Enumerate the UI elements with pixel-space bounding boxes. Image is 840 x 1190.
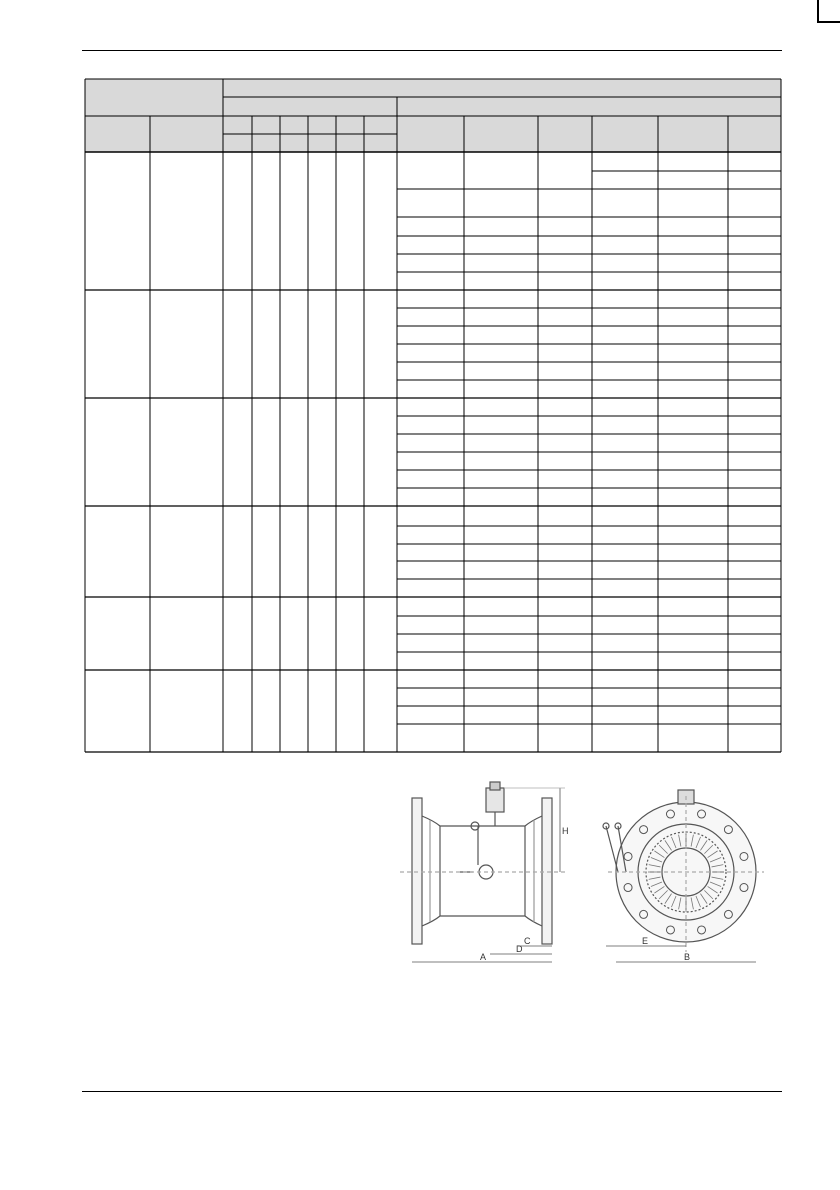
dim-label-e: E	[642, 936, 649, 946]
side-view-drawing	[400, 776, 570, 972]
dim-label-h: H	[562, 826, 569, 836]
front-view-drawing	[596, 776, 766, 972]
footer-rule	[82, 1091, 782, 1092]
dim-label-b: B	[684, 952, 691, 962]
dim-label-d: D	[516, 944, 523, 954]
dim-label-c: C	[524, 936, 531, 946]
dim-label-a: A	[480, 952, 487, 962]
